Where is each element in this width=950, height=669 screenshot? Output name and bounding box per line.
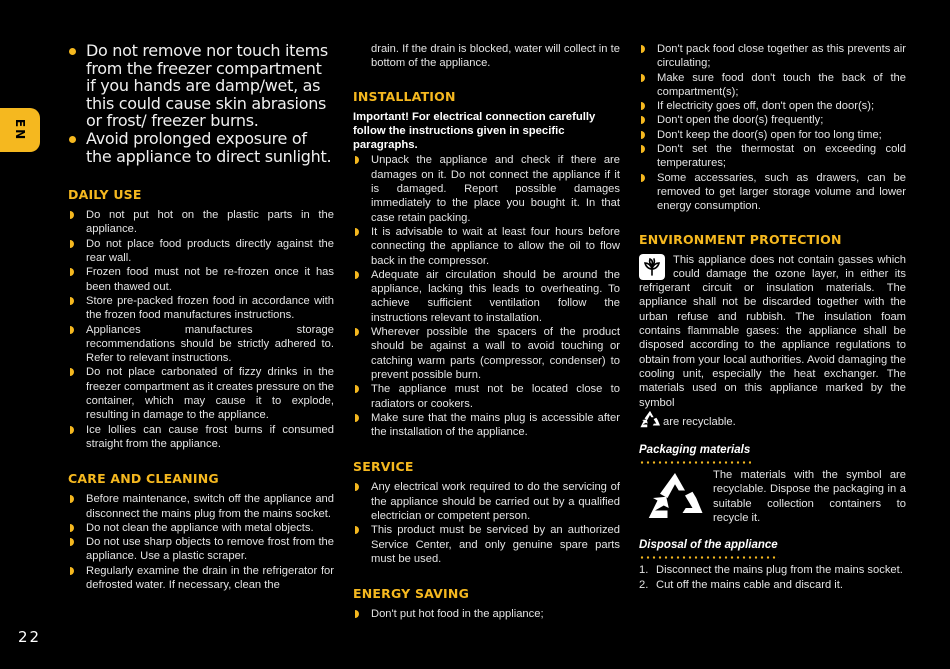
list-item: Do not use sharp objects to remove frost from the appliance. Use a plastic scraper. xyxy=(68,535,334,564)
list-item: Make sure that the mains plug is accessible after the installation of the appliance. xyxy=(353,411,620,440)
list-item: Do not put hot on the plastic parts in the appliance. xyxy=(68,208,334,237)
installation-heading: INSTALLATION xyxy=(353,88,456,104)
recycle-large-icon xyxy=(645,470,705,531)
list-item: Adequate air circulation should be around the appliance, lacking this leads to overheating. To achieve sufficient ventilation follow the instructions relevant to installation. xyxy=(353,268,620,325)
list-item: Ice lollies can cause frost burns if consumed straight from the appliance. xyxy=(68,423,334,452)
ozone-icon xyxy=(639,254,665,280)
dotted-underline xyxy=(639,461,751,464)
installation-list xyxy=(353,153,620,439)
list-item: Before maintenance, switch off the appliance and disconnect the mains plug from the mains socket. xyxy=(68,492,334,521)
list-item: Unpack the appliance and check if there are damages on it. Do not connect the appliance if it is damaged. Report possible damages immediately to the place you bought it. In that case retain packing. xyxy=(353,153,620,224)
energy-saving-heading: ENERGY SAVING xyxy=(353,586,470,602)
list-item: Do not clean the appliance with metal objects. xyxy=(68,521,334,535)
list-item: The appliance must not be located close to radiators or cookers. xyxy=(353,382,620,411)
care-cleaning-heading: CARE AND CLEANING xyxy=(68,471,219,487)
environment-text: This appliance does not contain gasses which could damage the ozone layer, in either its refrigerant circuit or insulation materials. The appliance shall not be discarded together with the urban refuse and rubbish. The insulation foam contains flammable gases: the appliance shall be disposed according to the appliance regulations to obtain from your local authorities. Avoid damaging the cooling unit, especially the heat exchanger. The materials used on this appliance marked by the symbol xyxy=(639,253,906,409)
list-item: Regularly examine the drain in the refrigerator for defrosted water. If necessary, clean the xyxy=(68,564,334,593)
list-item: Don't set the thermostat on exceeding cold temperatures; xyxy=(639,142,906,171)
environment-text-end: are recyclable. xyxy=(663,415,736,428)
list-item: It is advisable to wait at least four hours before connecting the appliance to allow the oil to flow back in the compressor. xyxy=(353,225,620,268)
list-item: If electricity goes off, don't open the door(s); xyxy=(639,99,906,113)
energy-saving-list xyxy=(353,607,620,621)
packaging-block xyxy=(639,468,906,525)
list-item: Store pre-packed frozen food in accordance with the frozen food manufactures instructions. xyxy=(68,294,334,323)
list-item: 1. Disconnect the mains plug from the mains socket. xyxy=(639,564,903,577)
intro-bullets xyxy=(68,42,334,165)
service-heading: SERVICE xyxy=(353,459,414,475)
list-item: 2. Cut off the mains cable and discard it. xyxy=(639,578,843,591)
disposal-list xyxy=(639,563,906,592)
list-item: Wherever possible the spacers of the product should be against a wall to avoid touching or catching warm parts (compressor, condenser) to prevent possible burn. xyxy=(353,325,620,382)
column-1 xyxy=(68,42,334,592)
dotted-underline xyxy=(639,556,779,559)
energy-saving-list-continued xyxy=(639,42,906,214)
care-cleaning-list xyxy=(68,492,334,592)
environment-heading: ENVIRONMENT PROTECTION xyxy=(639,231,842,247)
list-item: Don't pack food close together as this prevents air circulating; xyxy=(639,42,906,71)
list-item: Don't open the door(s) frequently; xyxy=(639,113,906,127)
language-label: EN xyxy=(13,118,27,142)
list-item: Do not remove nor touch items from the freezer compartment if you hands are damp/wet, as this could cause skin abrasions or frost/ freezer burns. xyxy=(68,42,334,130)
disposal-heading: Disposal of the appliance xyxy=(639,539,778,552)
list-item: Make sure food don't touch the back of the compartment(s); xyxy=(639,71,906,100)
column-3 xyxy=(639,42,906,592)
list-item: Do not place carbonated of fizzy drinks in the freezer compartment as it creates pressure on the container, which may cause it to explode, resulting in damage to the appliance. xyxy=(68,365,334,422)
list-item: Appliances manufactures storage recommendations should be strictly adhered to. Refer to relevant instructions. xyxy=(68,323,334,366)
list-item: Any electrical work required to do the servicing of the appliance should be carried out by a qualified electrician or competent person. xyxy=(353,480,620,523)
column-2 xyxy=(353,42,620,622)
list-item: Avoid prolonged exposure of the appliance to direct sunlight. xyxy=(68,130,334,165)
list-item: Some accessaries, such as drawers, can be removed to get larger storage volume and lower energy consumption. xyxy=(639,171,906,214)
daily-use-list xyxy=(68,208,334,451)
page-number: 22 xyxy=(18,628,42,646)
service-list xyxy=(353,480,620,566)
language-tab xyxy=(0,108,40,152)
packaging-text: The materials with the symbol are recyclable. Dispose the packaging in a suitable collection containers to recycle it. xyxy=(713,469,906,525)
environment-block xyxy=(639,253,906,435)
list-item: Don't keep the door(s) open for too long time; xyxy=(639,128,906,142)
continuation-text: drain. If the drain is blocked, water will collect in te bottom of the appliance. xyxy=(371,43,620,70)
installation-intro: Important! For electrical connection carefully follow the instructions given in specific paragraphs. xyxy=(353,110,596,152)
list-item: Frozen food must not be re-frozen once it has been thawed out. xyxy=(68,265,334,294)
list-item: This product must be serviced by an authorized Service Center, and only genuine spare parts must be used. xyxy=(353,523,620,566)
packaging-heading: Packaging materials xyxy=(639,444,751,457)
daily-use-heading: DAILY USE xyxy=(68,187,142,203)
list-item: Do not place food products directly against the rear wall. xyxy=(68,237,334,266)
list-item: Don't put hot food in the appliance; xyxy=(353,607,620,621)
recycle-icon xyxy=(639,410,661,434)
